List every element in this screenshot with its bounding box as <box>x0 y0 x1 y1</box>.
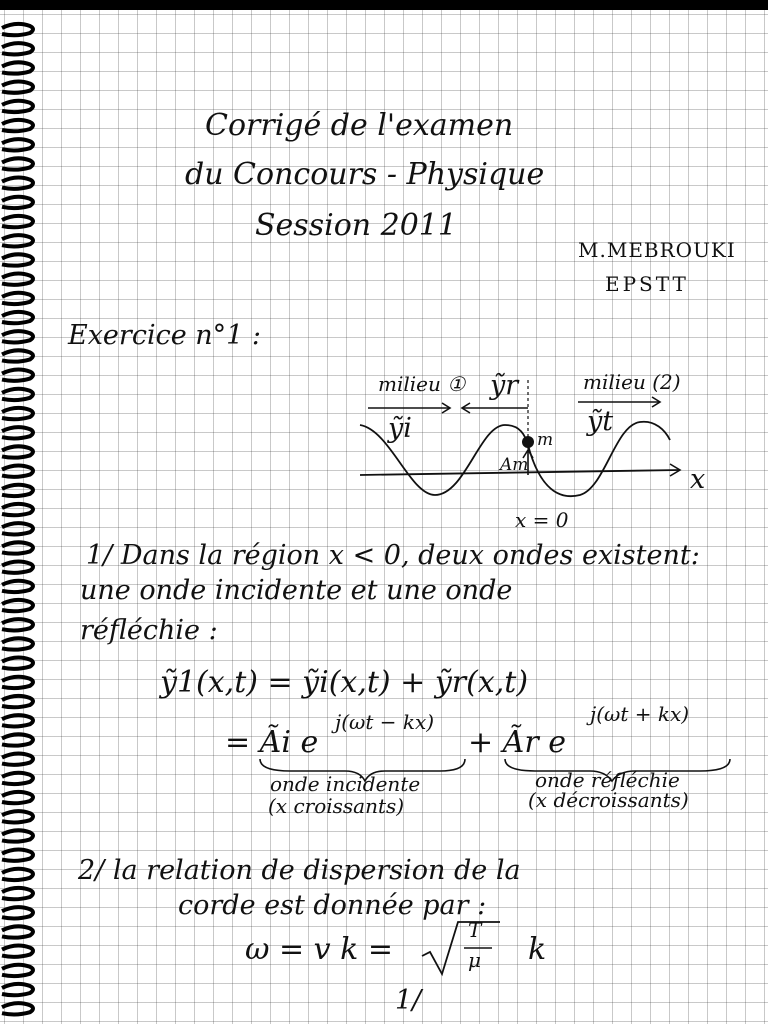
brace-1-label-1: onde incidente <box>270 772 421 796</box>
spiral-ring <box>2 850 33 861</box>
amplitude-label: Am <box>500 455 529 475</box>
equation-2-exponent-1: j(ωt − kx) <box>335 710 435 734</box>
notebook-page <box>0 10 768 1024</box>
equation-2-left: = Ãi e <box>225 725 319 760</box>
spiral-ring <box>2 101 33 112</box>
spiral-ring <box>2 542 33 553</box>
fraction-numerator: T <box>468 918 482 942</box>
spiral-ring <box>2 984 33 995</box>
equation-2-exponent-2: j(ωt + kx) <box>590 702 690 726</box>
author-institution: EPSTT <box>605 272 689 296</box>
fraction-denominator: μ <box>468 948 481 972</box>
spiral-ring <box>2 370 33 381</box>
author-name: M.MEBROUKI <box>578 238 736 262</box>
spiral-ring <box>2 792 33 803</box>
title-line-3: Session 2011 <box>255 208 457 243</box>
title-line-2: du Concours - Physique <box>185 157 545 192</box>
brace-2-label-2: (x décroissants) <box>528 788 689 812</box>
spiral-ring <box>2 254 33 265</box>
spiral-ring <box>2 619 33 630</box>
part1-line-2: une onde incidente et une onde <box>80 575 513 606</box>
brace-1-label-2: (x croissants) <box>268 794 405 818</box>
reflected-wave-label: ỹr <box>490 370 519 401</box>
spiral-ring <box>2 235 33 246</box>
spiral-ring <box>2 216 33 227</box>
spiral-ring <box>2 638 33 649</box>
spiral-ring <box>2 1003 33 1014</box>
spiral-ring <box>2 581 33 592</box>
spiral-ring <box>2 312 33 323</box>
transmitted-wave-label: ỹt <box>587 406 614 437</box>
part2-line-2: corde est donnée par : <box>178 890 487 921</box>
part1-line-3: réfléchie : <box>80 615 218 646</box>
equation-2-mid: + Ãr e <box>468 725 566 760</box>
spiral-ring <box>2 62 33 73</box>
spiral-ring <box>2 869 33 880</box>
spiral-ring <box>2 158 33 169</box>
spiral-ring <box>2 562 33 573</box>
spiral-ring <box>2 446 33 457</box>
title-line-1: Corrigé de l'examen <box>205 108 514 143</box>
spiral-ring <box>2 408 33 419</box>
incident-wave-label: ỹi <box>388 413 412 444</box>
spiral-ring <box>2 946 33 957</box>
spiral-ring <box>2 293 33 304</box>
spiral-ring <box>2 754 33 765</box>
spiral-ring <box>2 600 33 611</box>
equation-1: ỹ1(x,t) = ỹi(x,t) + ỹr(x,t) <box>160 665 529 700</box>
spiral-ring <box>2 427 33 438</box>
exercise-heading: Exercice n°1 : <box>68 320 262 351</box>
spiral-ring <box>2 658 33 669</box>
spiral-ring <box>2 178 33 189</box>
spiral-ring <box>2 888 33 899</box>
spiral-binding <box>0 10 40 1024</box>
spiral-ring <box>2 715 33 726</box>
dispersion-equation-left: ω = v k = <box>245 932 394 967</box>
spiral-ring <box>2 485 33 496</box>
spiral-ring <box>2 139 33 150</box>
spiral-ring <box>2 677 33 688</box>
spiral-ring <box>2 466 33 477</box>
spiral-ring <box>2 331 33 342</box>
spiral-ring <box>2 43 33 54</box>
spiral-ring <box>2 811 33 822</box>
spiral-ring <box>2 82 33 93</box>
spiral-ring <box>2 696 33 707</box>
spiral-ring <box>2 504 33 515</box>
part1-line-1: 1/ Dans la région x < 0, deux ondes existent: <box>86 540 700 571</box>
brace-2-label-1: onde réfléchie <box>535 768 680 792</box>
spiral-ring <box>2 734 33 745</box>
medium-1-label: milieu ① <box>378 372 466 396</box>
part2-line-1: 2/ la relation de dispersion de la <box>78 855 521 886</box>
point-m-label: m <box>537 430 554 450</box>
dispersion-equation-right: k <box>528 932 547 967</box>
spiral-ring <box>2 274 33 285</box>
x-axis-label: x <box>690 464 706 495</box>
spiral-ring <box>2 965 33 976</box>
spiral-ring <box>2 350 33 361</box>
spiral-ring <box>2 197 33 208</box>
spiral-ring <box>2 830 33 841</box>
spiral-ring <box>2 523 33 534</box>
spiral-ring <box>2 120 33 131</box>
spiral-ring <box>2 389 33 400</box>
spiral-ring <box>2 24 33 35</box>
spiral-ring <box>2 907 33 918</box>
spiral-ring <box>2 926 33 937</box>
spiral-ring <box>2 773 33 784</box>
origin-label: x = 0 <box>515 508 569 532</box>
medium-2-label: milieu (2) <box>583 370 681 394</box>
page-number: 1/ <box>395 985 422 1016</box>
